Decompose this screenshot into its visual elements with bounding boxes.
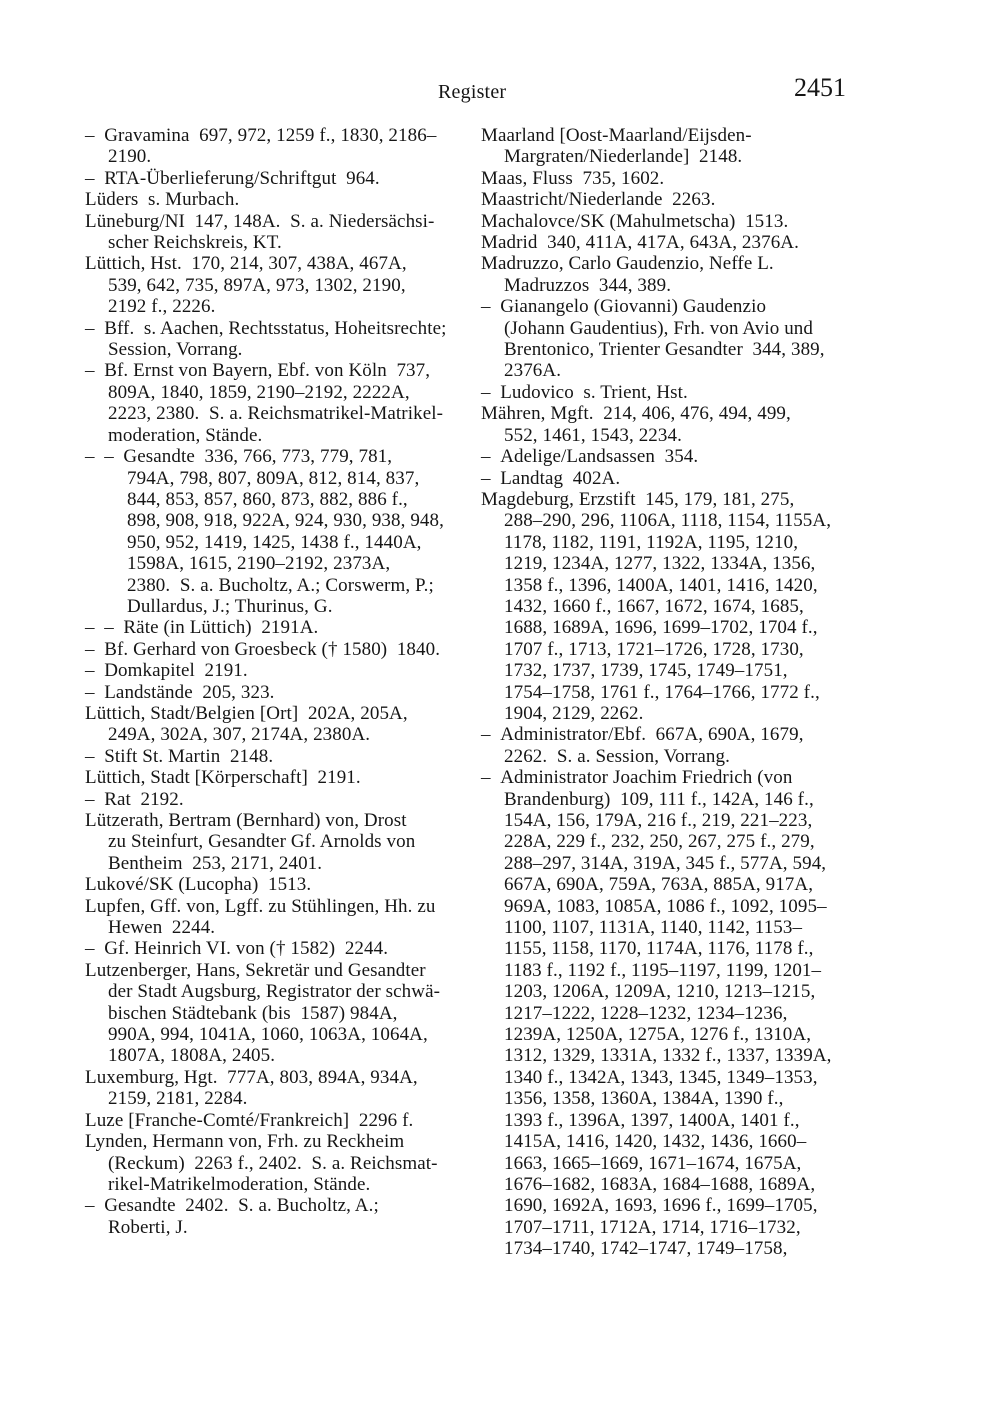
index-line: bischen Städtebank (bis 1587) 984A, — [108, 1002, 398, 1024]
index-line: Lüders s. Murbach. — [85, 189, 240, 211]
index-line: – Administrator Joachim Friedrich (von — [481, 767, 793, 789]
index-line: Hewen 2244. — [108, 917, 216, 939]
index-line: 1178, 1182, 1191, 1192A, 1195, 1210, — [504, 531, 799, 553]
index-line: Maas, Fluss 735, 1602. — [481, 167, 665, 189]
index-line: 1203, 1206A, 1209A, 1210, 1213–1215, — [504, 981, 816, 1003]
index-line: Lüneburg/NI 147, 148A. S. a. Niedersächsi- — [85, 210, 435, 232]
index-line: 539, 642, 735, 897A, 973, 1302, 2190, — [108, 274, 406, 296]
index-line: Lupfen, Gff. von, Lgff. zu Stühlingen, Hh. zu — [85, 895, 436, 917]
index-line: Magdeburg, Erzstift 145, 179, 181, 275, — [481, 488, 795, 510]
index-line: 1707–1711, 1712A, 1714, 1716–1732, — [504, 1216, 801, 1238]
index-line: 1239A, 1250A, 1275A, 1276 f., 1310A, — [504, 1024, 812, 1046]
index-line: – Ludovico s. Trient, Hst. — [481, 381, 688, 403]
index-line: 1598A, 1615, 2190–2192, 2373A, — [127, 553, 391, 575]
index-line: Lutzenberger, Hans, Sekretär und Gesandter — [85, 959, 426, 981]
index-line: – Bf. Gerhard von Groesbeck († 1580) 1840. — [85, 638, 441, 660]
index-line: – – Räte (in Lüttich) 2191A. — [85, 617, 319, 639]
index-line: Madrid 340, 411A, 417A, 643A, 2376A. — [481, 232, 799, 254]
index-line: Lützerath, Bertram (Bernhard) von, Drost — [85, 810, 407, 831]
index-line: 1358 f., 1396, 1400A, 1401, 1416, 1420, — [504, 574, 818, 596]
index-line: 1688, 1689A, 1696, 1699–1702, 1704 f., — [504, 617, 818, 639]
index-line: (Johann Gaudentius), Frh. von Avio und — [504, 317, 814, 339]
index-line: – – Gesandte 336, 766, 773, 779, 781, — [85, 446, 393, 468]
running-title: Register — [438, 81, 507, 103]
index-line: – Bff. s. Aachen, Rechtsstatus, Hoheitsrechte; — [85, 317, 447, 339]
page-header — [85, 74, 862, 110]
index-line: 228A, 229 f., 232, 250, 267, 275 f., 279, — [504, 831, 815, 853]
index-line: 154A, 156, 179A, 216 f., 219, 221–223, — [504, 810, 813, 831]
index-line: 898, 908, 918, 922A, 924, 930, 938, 948, — [127, 510, 444, 532]
index-line: – Landstände 205, 323. — [85, 681, 275, 703]
index-line: 2159, 2181, 2284. — [108, 1088, 248, 1110]
index-line: Maarland [Oost-Maarland/Eijsden- — [481, 125, 752, 146]
index-line: Dullardus, J.; Thurinus, G. — [127, 595, 333, 617]
index-line: 969A, 1083, 1085A, 1086 f., 1092, 1095– — [504, 895, 827, 917]
index-line: 1732, 1737, 1739, 1745, 1749–1751, — [504, 660, 788, 682]
index-line: Brentonico, Trienter Gesandter 344, 389, — [504, 339, 825, 361]
index-line: 1754–1758, 1761 f., 1764–1766, 1772 f., — [504, 681, 820, 703]
index-line: Madruzzo, Carlo Gaudenzio, Neffe L. — [481, 253, 774, 275]
index-line: Maastricht/Niederlande 2263. — [481, 189, 716, 211]
index-line: 990A, 994, 1041A, 1060, 1063A, 1064A, — [108, 1024, 428, 1046]
index-line: Luxemburg, Hgt. 777A, 803, 894A, 934A, — [85, 1066, 418, 1088]
index-line: – Rat 2192. — [85, 788, 184, 810]
index-line: 1183 f., 1192 f., 1195–1197, 1199, 1201– — [504, 959, 822, 981]
index-line: 2223, 2380. S. a. Reichsmatrikel-Matrikel- — [108, 403, 444, 425]
index-column-left — [85, 125, 490, 1238]
index-line: – Landtag 402A. — [481, 467, 621, 489]
index-line: 2376A. — [504, 360, 562, 382]
index-line: 1432, 1660 f., 1667, 1672, 1674, 1685, — [504, 595, 804, 617]
index-line: rikel-Matrikelmoderation, Stände. — [108, 1173, 371, 1195]
index-line: Luze [Franche-Comté/Frankreich] 2296 f. — [85, 1109, 414, 1131]
index-line: 1356, 1358, 1360A, 1384A, 1390 f., — [504, 1088, 784, 1110]
index-line: 2190. — [108, 146, 152, 168]
index-line: Lüttich, Hst. 170, 214, 307, 438A, 467A, — [85, 253, 407, 275]
index-line: 794A, 798, 807, 809A, 812, 814, 837, — [127, 467, 420, 489]
index-line: 667A, 690A, 759A, 763A, 885A, 917A, — [504, 874, 814, 896]
index-column-right — [481, 125, 886, 1260]
index-line: Lüttich, Stadt [Körperschaft] 2191. — [85, 767, 361, 789]
index-line: – Gesandte 2402. S. a. Bucholtz, A.; — [85, 1195, 379, 1217]
index-line: 1807A, 1808A, 2405. — [108, 1045, 276, 1067]
index-line: – Stift St. Martin 2148. — [85, 745, 274, 767]
index-line: 1415A, 1416, 1420, 1432, 1436, 1660– — [504, 1131, 807, 1153]
index-line: 288–290, 296, 1106A, 1118, 1154, 1155A, — [504, 510, 832, 532]
index-line: 1100, 1107, 1131A, 1140, 1142, 1153– — [504, 917, 803, 939]
index-line: Lynden, Hermann von, Frh. zu Reckheim — [85, 1131, 405, 1153]
index-line: Lüttich, Stadt/Belgien [Ort] 202A, 205A, — [85, 702, 408, 724]
page-number: 2451 — [794, 73, 846, 102]
index-line: – RTA-Überlieferung/Schriftgut 964. — [85, 167, 380, 189]
index-line: der Stadt Augsburg, Registrator der schwä- — [108, 981, 441, 1003]
index-line: – Domkapitel 2191. — [85, 660, 248, 682]
index-line: scher Reichskreis, KT. — [108, 232, 282, 254]
index-line: (Reckum) 2263 f., 2402. S. a. Reichsmat- — [108, 1152, 438, 1174]
index-line: moderation, Stände. — [108, 424, 263, 446]
index-line: Session, Vorrang. — [108, 339, 243, 361]
index-line: 1707 f., 1713, 1721–1726, 1728, 1730, — [504, 638, 804, 660]
index-line: 1676–1682, 1683A, 1684–1688, 1689A, — [504, 1173, 816, 1195]
index-line: 1663, 1665–1669, 1671–1674, 1675A, — [504, 1152, 802, 1174]
index-line: 1734–1740, 1742–1747, 1749–1758, — [504, 1238, 788, 1260]
index-line: 1690, 1692A, 1693, 1696 f., 1699–1705, — [504, 1195, 818, 1217]
index-line: 249A, 302A, 307, 2174A, 2380A. — [108, 724, 371, 746]
index-line: 1340 f., 1342A, 1343, 1345, 1349–1353, — [504, 1066, 818, 1088]
index-line: Lukové/SK (Lucopha) 1513. — [85, 874, 312, 896]
index-line: Roberti, J. — [108, 1216, 188, 1238]
index-line: Mähren, Mgft. 214, 406, 476, 494, 499, — [481, 403, 791, 425]
index-line: – Bf. Ernst von Bayern, Ebf. von Köln 737, — [85, 360, 431, 382]
index-line: 2380. S. a. Bucholtz, A.; Corswerm, P.; — [127, 574, 434, 596]
index-line: 1393 f., 1396A, 1397, 1400A, 1401 f., — [504, 1109, 800, 1131]
index-line: – Adelige/Landsassen 354. — [481, 446, 699, 468]
index-line: 809A, 1840, 1859, 2190–2192, 2222A, — [108, 381, 410, 403]
index-line: 1904, 2129, 2262. — [504, 702, 644, 724]
index-line: – Administrator/Ebf. 667A, 690A, 1679, — [481, 724, 804, 746]
index-line: – Gravamina 697, 972, 1259 f., 1830, 2186– — [85, 125, 437, 146]
index-line: – Gf. Heinrich VI. von († 1582) 2244. — [85, 938, 389, 960]
index-line: 1219, 1234A, 1277, 1322, 1334A, 1356, — [504, 553, 816, 575]
index-line: 1155, 1158, 1170, 1174A, 1176, 1178 f., — [504, 938, 814, 960]
index-line: Madruzzos 344, 389. — [504, 274, 672, 296]
index-line: 950, 952, 1419, 1425, 1438 f., 1440A, — [127, 531, 422, 553]
index-line: 288–297, 314A, 319A, 345 f., 577A, 594, — [504, 852, 827, 874]
index-line: – Gianangelo (Giovanni) Gaudenzio — [481, 296, 767, 318]
index-line: Machalovce/SK (Mahulmetscha) 1513. — [481, 210, 789, 232]
index-line: 1312, 1329, 1331A, 1332 f., 1337, 1339A, — [504, 1045, 832, 1067]
index-line: 2192 f., 2226. — [108, 296, 216, 318]
index-line: zu Steinfurt, Gesandter Gf. Arnolds von — [108, 831, 416, 853]
index-line: 1217–1222, 1228–1232, 1234–1236, — [504, 1002, 788, 1024]
index-line: 552, 1461, 1543, 2234. — [504, 424, 682, 446]
index-line: Bentheim 253, 2171, 2401. — [108, 852, 323, 874]
index-line: 844, 853, 857, 860, 873, 882, 886 f., — [127, 488, 408, 510]
index-line: Margraten/Niederlande] 2148. — [504, 146, 743, 168]
index-line: Brandenburg) 109, 111 f., 142A, 146 f., — [504, 788, 814, 810]
index-line: 2262. S. a. Session, Vorrang. — [504, 745, 730, 767]
